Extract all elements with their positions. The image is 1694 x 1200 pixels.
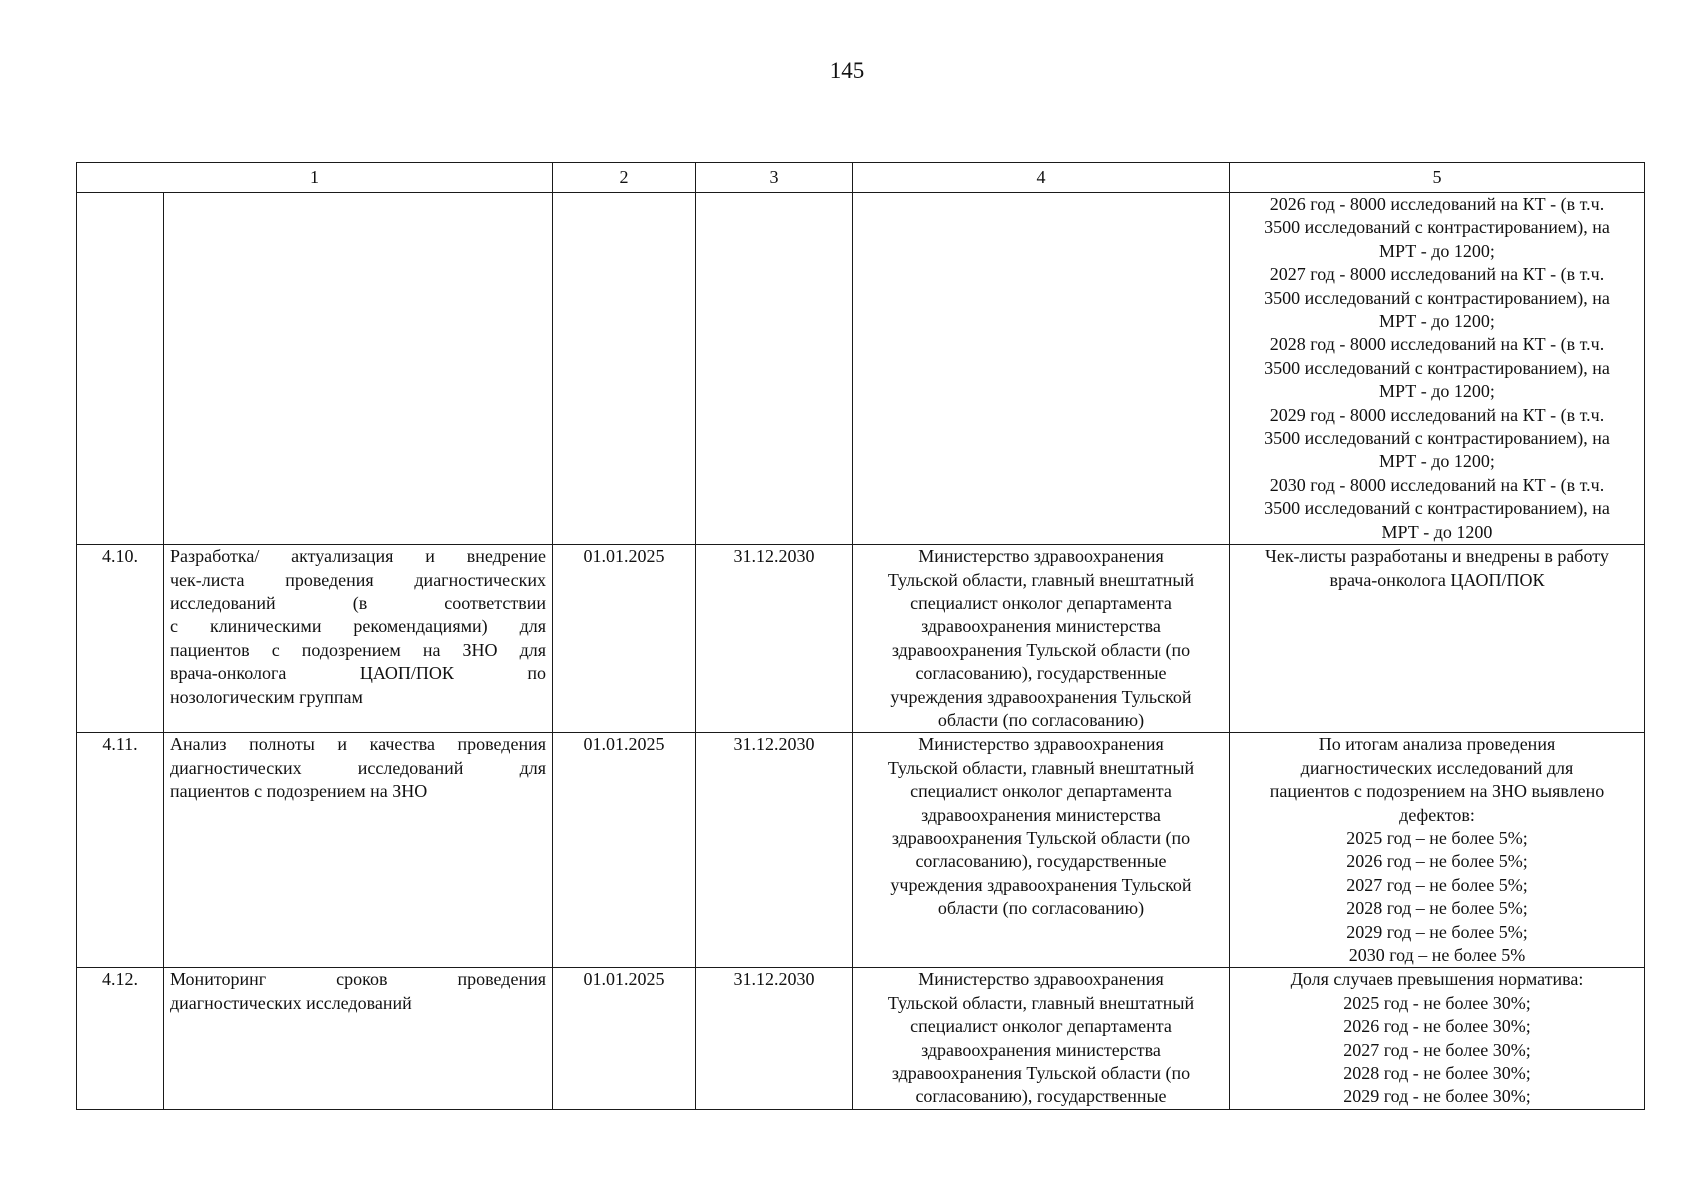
page-number: 145 <box>829 58 865 83</box>
responsible-line: Тульской области, главный внештатный <box>887 992 1195 1013</box>
end-date-cell <box>696 193 853 545</box>
end-date-cell: 31.12.2030 <box>696 545 853 733</box>
result-line: 2027 год – не более 5%; <box>1346 874 1528 895</box>
header-col-3: 3 <box>696 163 853 193</box>
responsible-cell <box>853 545 1230 733</box>
responsible-line: учреждения здравоохранения Тульской <box>890 874 1192 895</box>
number-cell: 4.10. <box>77 545 164 733</box>
result-line: 2029 год – не более 5%; <box>1346 921 1528 942</box>
responsible-line: согласованию), государственные <box>915 1086 1167 1107</box>
responsible-line: согласованию), государственные <box>915 663 1167 684</box>
responsible-line: специалист онколог департамента <box>910 781 1172 802</box>
responsible-cell <box>853 968 1230 1110</box>
header-col-4: 4 <box>853 163 1230 193</box>
responsible-line: Министерство здравоохранения <box>918 969 1164 990</box>
responsible-cell <box>853 733 1230 968</box>
activity-line: Мониторинг сроков проведения <box>170 969 546 990</box>
result-line: врача-онколога ЦАОП/ПОК <box>1329 569 1545 590</box>
responsible-line: специалист онколог департамента <box>910 592 1172 613</box>
number-cell: 4.12. <box>77 968 164 1110</box>
result-line: МРТ - до 1200; <box>1379 451 1495 472</box>
header-row <box>77 163 1645 193</box>
result-line: 2029 год - не более 30%; <box>1343 1086 1531 1107</box>
activity-cell <box>164 545 553 733</box>
activity-cell <box>164 193 553 545</box>
measures-table <box>76 162 1645 1110</box>
end-date-cell: 31.12.2030 <box>696 968 853 1110</box>
result-cell <box>1230 733 1645 968</box>
responsible-line: области (по согласованию) <box>937 709 1145 730</box>
activity-cell <box>164 733 553 968</box>
result-line: 2030 год - 8000 исследований на КТ - (в т.ч. <box>1269 474 1605 495</box>
responsible-line: согласованию), государственные <box>915 851 1167 872</box>
result-line: пациентов с подозрением на ЗНО выявлено <box>1269 781 1605 802</box>
activity-line: Разработка/ актуализация и внедрение <box>170 546 546 567</box>
responsible-line: Министерство здравоохранения <box>918 734 1164 755</box>
result-cell <box>1230 193 1645 545</box>
activity-line: врача-онколога ЦАОП/ПОК по <box>170 663 546 684</box>
result-line: 2026 год – не более 5%; <box>1346 851 1528 872</box>
responsible-line: здравоохранения министерства <box>921 616 1161 637</box>
result-line: 2027 год - 8000 исследований на КТ - (в т.ч. <box>1269 264 1605 285</box>
table-row <box>77 545 1645 733</box>
result-line: 3500 исследований с контрастированием), на <box>1264 428 1610 449</box>
start-date-cell: 01.01.2025 <box>553 545 696 733</box>
number-cell: 4.11. <box>77 733 164 968</box>
result-line: 3500 исследований с контрастированием), на <box>1264 287 1610 308</box>
result-line: По итогам анализа проведения <box>1318 734 1556 755</box>
responsible-line: области (по согласованию) <box>937 898 1145 919</box>
responsible-line: здравоохранения Тульской области (по <box>891 639 1191 660</box>
activity-line: Анализ полноты и качества проведения <box>170 734 546 755</box>
result-line: МРТ - до 1200 <box>1381 521 1493 542</box>
responsible-line: здравоохранения министерства <box>921 804 1161 825</box>
activity-line: диагностических исследований <box>170 992 412 1013</box>
number-cell <box>77 193 164 545</box>
table-row <box>77 968 1645 1110</box>
responsible-line: учреждения здравоохранения Тульской <box>890 686 1192 707</box>
activity-line: нозологическим группам <box>170 686 363 707</box>
responsible-cell <box>853 193 1230 545</box>
result-line: 2029 год - 8000 исследований на КТ - (в т.ч. <box>1269 404 1605 425</box>
result-line: МРТ - до 1200; <box>1379 381 1495 402</box>
result-line: 2028 год - 8000 исследований на КТ - (в т.ч. <box>1269 334 1605 355</box>
result-line: 3500 исследований с контрастированием), на <box>1264 217 1610 238</box>
responsible-line: специалист онколог департамента <box>910 1016 1172 1037</box>
result-line: 2027 год - не более 30%; <box>1343 1039 1531 1060</box>
header-col-5: 5 <box>1230 163 1645 193</box>
activity-cell <box>164 968 553 1110</box>
activity-line: исследований (в соответствии <box>170 592 546 613</box>
result-line: 2026 год - не более 30%; <box>1343 1016 1531 1037</box>
end-date-cell: 31.12.2030 <box>696 733 853 968</box>
responsible-line: здравоохранения Тульской области (по <box>891 1063 1191 1084</box>
table-row-continuation <box>77 193 1645 545</box>
result-line: 2028 год - не более 30%; <box>1343 1063 1531 1084</box>
activity-line: диагностических исследований для <box>170 757 546 778</box>
responsible-line: Тульской области, главный внештатный <box>887 757 1195 778</box>
result-cell <box>1230 968 1645 1110</box>
result-line: Чек-листы разработаны и внедрены в работу <box>1265 546 1609 567</box>
start-date-cell <box>553 193 696 545</box>
result-line: МРТ - до 1200; <box>1379 311 1495 332</box>
table-row <box>77 733 1645 968</box>
result-line: диагностических исследований для <box>1300 757 1574 778</box>
activity-line: чек-листа проведения диагностических <box>170 569 546 590</box>
result-line: 2025 год - не более 30%; <box>1343 992 1531 1013</box>
start-date-cell: 01.01.2025 <box>553 733 696 968</box>
result-line: 2030 год – не более 5% <box>1348 945 1526 965</box>
result-line: 3500 исследований с контрастированием), на <box>1264 498 1610 519</box>
result-line: 2026 год - 8000 исследований на КТ - (в т.ч. <box>1269 194 1605 214</box>
responsible-line: Тульской области, главный внештатный <box>887 569 1195 590</box>
result-line: 2028 год – не более 5%; <box>1346 898 1528 919</box>
activity-line: пациентов с подозрением на ЗНО для <box>170 639 546 660</box>
result-line: 2025 год – не более 5%; <box>1346 827 1528 848</box>
start-date-cell: 01.01.2025 <box>553 968 696 1110</box>
responsible-line: здравоохранения министерства <box>921 1039 1161 1060</box>
activity-line: пациентов с подозрением на ЗНО <box>170 781 428 802</box>
result-line: МРТ - до 1200; <box>1379 240 1495 261</box>
result-line: дефектов: <box>1399 804 1475 825</box>
header-col-2: 2 <box>553 163 696 193</box>
result-line: 3500 исследований с контрастированием), на <box>1264 357 1610 378</box>
result-line: Доля случаев превышения норматива: <box>1290 969 1584 990</box>
activity-line: с клиническими рекомендациями) для <box>170 616 546 637</box>
responsible-line: Министерство здравоохранения <box>918 546 1164 567</box>
result-cell <box>1230 545 1645 733</box>
header-col-1: 1 <box>77 163 553 193</box>
responsible-line: здравоохранения Тульской области (по <box>891 827 1191 848</box>
